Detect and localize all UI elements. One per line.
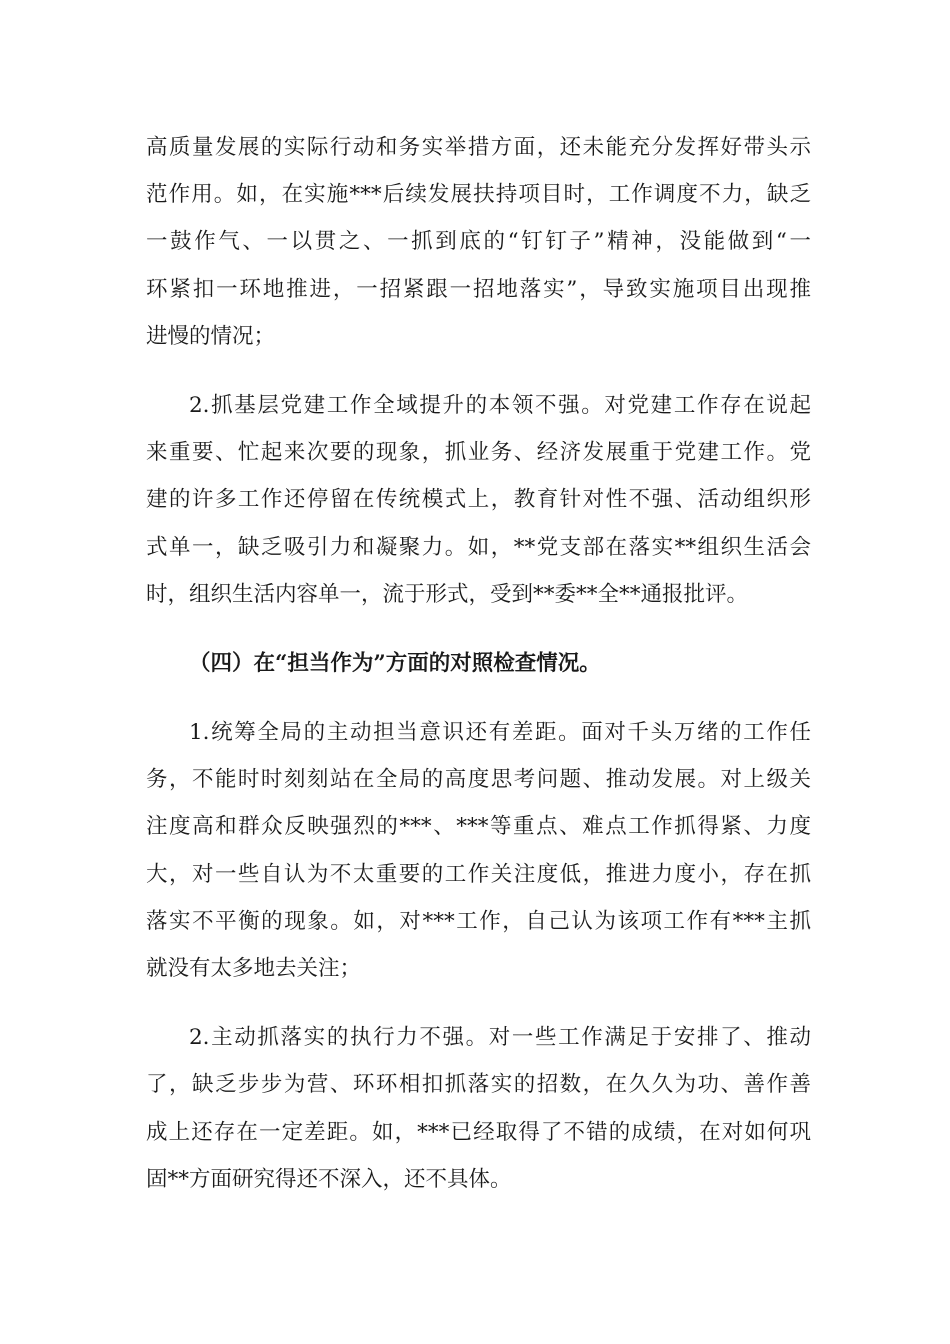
paragraph-item-2: [146, 382, 811, 618]
text-line: 务，不能时时刻刻站在全局的高度思考问题、推动发展。对上级关: [146, 767, 811, 793]
paragraph-continuation: [146, 124, 811, 360]
text-line: 高质量发展的实际行动和务实举措方面，还未能充分发挥好带头示: [146, 135, 811, 160]
text-line: 一鼓作气、一以贯之、一抓到底的“钉钉子”精神，没能做到“一: [146, 229, 811, 255]
text-line: 大，对一些自认为不太重要的工作关注度低，推进力度小，存在抓: [146, 861, 811, 887]
paragraph-item-1: [146, 709, 811, 992]
text-line: 范作用。如，在实施***后续发展扶持项目时，工作调度不力，缺乏: [146, 182, 811, 208]
text-line: 了，缺乏步步为营、环环相扣抓落实的招数，在久久为功、善作善: [146, 1072, 811, 1098]
paragraph-item-2b: [146, 1014, 811, 1203]
text-line: 时，组织生活内容单一，流于形式，受到**委**全**通报批评。: [146, 581, 749, 607]
text-line: 2.抓基层党建工作全域提升的本领不强。对党建工作存在说起: [189, 392, 811, 418]
text-line: 式单一，缺乏吸引力和凝聚力。如，**党支部在落实**组织生活会: [146, 534, 811, 560]
text-line: 来重要、忙起来次要的现象，抓业务、经济发展重于党建工作。党: [146, 440, 811, 466]
text-line: 建的许多工作还停留在传统模式上，教育针对性不强、活动组织形: [146, 487, 811, 513]
text-line: 2.主动抓落实的执行力不强。对一些工作满足于安排了、推动: [189, 1025, 811, 1051]
section-heading: [146, 640, 811, 687]
text-line: 成上还存在一定差距。如，***已经取得了不错的成绩，在对如何巩: [146, 1119, 811, 1145]
text-line: 进慢的情况；: [146, 323, 276, 349]
text-line: 固**方面研究得还不深入，还不具体。: [146, 1166, 512, 1192]
text-line: 注度高和群众反映强烈的***、***等重点、难点工作抓得紧、力度: [146, 814, 811, 840]
text-line: 就没有太多地去关注；: [146, 956, 362, 981]
section-heading-text: （四）在“担当作为”方面的对照检查情况。: [189, 650, 601, 676]
text-line: 环紧扣一环地推进，一招紧跟一招地落实”，导致实施项目出现推: [146, 276, 811, 302]
text-line: 落实不平衡的现象。如，对***工作，自己认为该项工作有***主抓: [146, 908, 811, 934]
text-line: 1.统筹全局的主动担当意识还有差距。面对千头万绪的工作任: [189, 720, 811, 746]
document-body: [146, 124, 811, 1203]
